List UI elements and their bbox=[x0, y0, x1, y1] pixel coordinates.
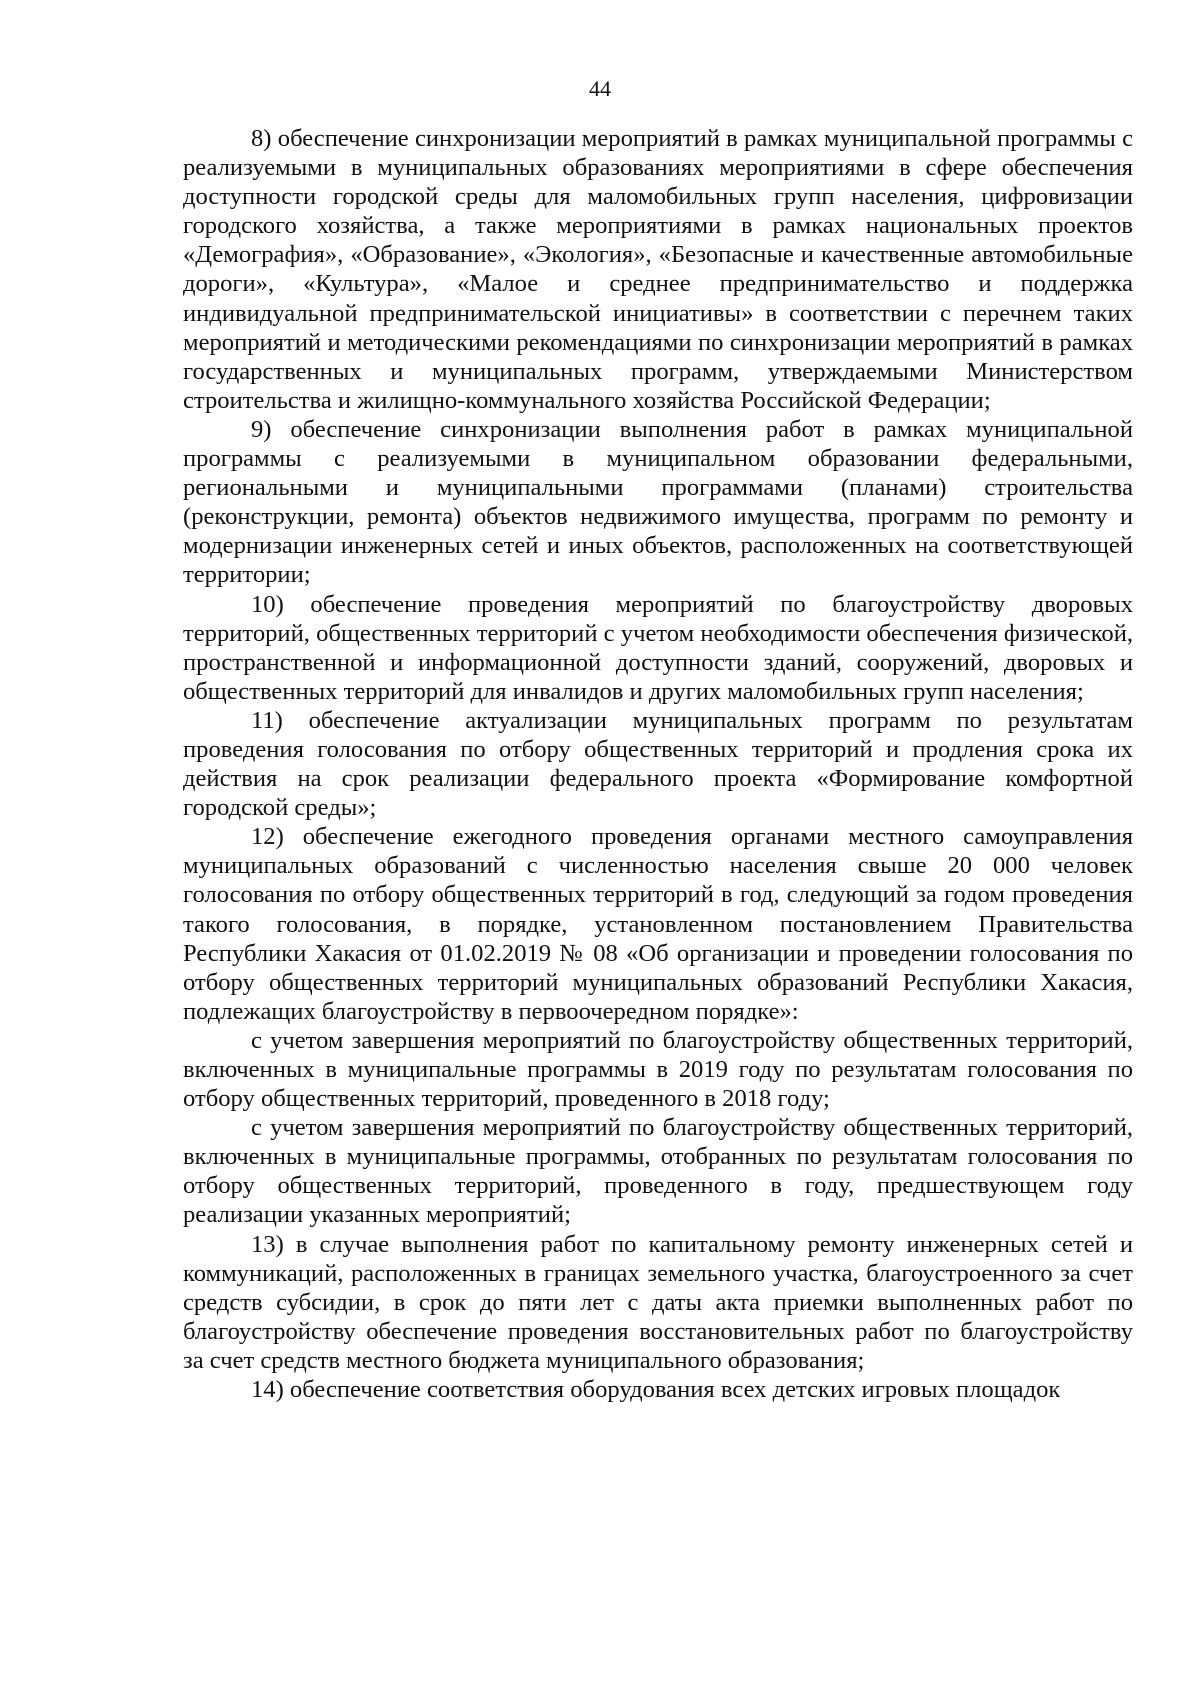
paragraph-item-11: 11) обеспечение актуализации муниципальных программ по результатам проведения голосования по отбору общественных территорий и продления срока их действия на срок реализации федерального проекта «Формирование комфортной городской среды»; bbox=[183, 706, 1133, 822]
paragraph-subitem-2: с учетом завершения мероприятий по благоустройству общественных территорий, включенных в муниципальные программы, отобранных по результатам голосования по отбору общественных территорий, проведенного в году, предшествующем году реализации указанных мероприятий; bbox=[183, 1114, 1133, 1229]
page-number: 44 bbox=[589, 76, 611, 101]
paragraph-subitem-1: с учетом завершения мероприятий по благоустройству общественных территорий, включенных в муниципальные программы в 2019 году по результатам голосования по отбору общественных территорий, проведенного в 2018 году; bbox=[183, 1026, 1133, 1113]
paragraph-item-10: 10) обеспечение проведения мероприятий по благоустройству дворовых территорий, общественных территорий с учетом необходимости обеспечения физической, пространственной и информационной доступности зданий, сооружений, дворовых и общественных территорий для инвалидов и других маломобильных групп населения; bbox=[183, 590, 1133, 705]
paragraph-item-13: 13) в случае выполнения работ по капитальному ремонту инженерных сетей и коммуникаций, расположенных в границах земельного участка, благоустроенного за счет средств субсидии, в срок до пяти лет с даты акта приемки выполненных работ по благоустройству обеспечение проведения восстановительных работ по благоустройству за счет средств местного бюджета муниципального образования; bbox=[183, 1230, 1133, 1374]
paragraph-item-12: 12) обеспечение ежегодного проведения органами местного самоуправления муниципальных образований с численностью населения свыше 20 000 человек голосования по отбору общественных территорий в год, следующий за годом проведения такого голосования, в порядке, установленном постановлением Правительства Республики Хакасия от 01.02.2019 № 08 «Об организации и проведении голосования по отбору общественных территорий муниципальных образований Республики Хакасия, подлежащих благоустройству в первоочередном порядке»: bbox=[183, 823, 1133, 1025]
paragraph-item-9: 9) обеспечение синхронизации выполнения работ в рамках муниципальной программы с реализуемыми в муниципальном образовании федеральными, региональными и муниципальными программами (планами) строительства (реконструкции, ремонта) объектов недвижимого имущества, программ по ремонту и модернизации инженерных сетей и иных объектов, расположенных на соответствующей территории; bbox=[183, 415, 1133, 589]
paragraph-item-14: 14) обеспечение соответствия оборудования всех детских игровых площадок bbox=[251, 1376, 1061, 1404]
document-body bbox=[183, 124, 1133, 1404]
paragraph-item-8: 8) обеспечение синхронизации мероприятий в рамках муниципальной программы с реализуемыми в муниципальных образованиях мероприятиями в сфере обеспечения доступности городской среды для маломобильных групп населения, цифровизации городского хозяйства, а также мероприятиями в рамках национальных проектов «Демография», «Образование», «Экология», «Безопасные и качественные автомобильные дороги», «Культура», «Малое и среднее предпринимательство и поддержка индивидуальной предпринимательской инициативы» в соответствии с перечнем таких мероприятий и методическими рекомендациями по синхронизации мероприятий в рамках государственных и муниципальных программ, утверждаемыми Министерством строительства и жилищно-коммунального хозяйства Российской Федерации; bbox=[183, 125, 1133, 414]
